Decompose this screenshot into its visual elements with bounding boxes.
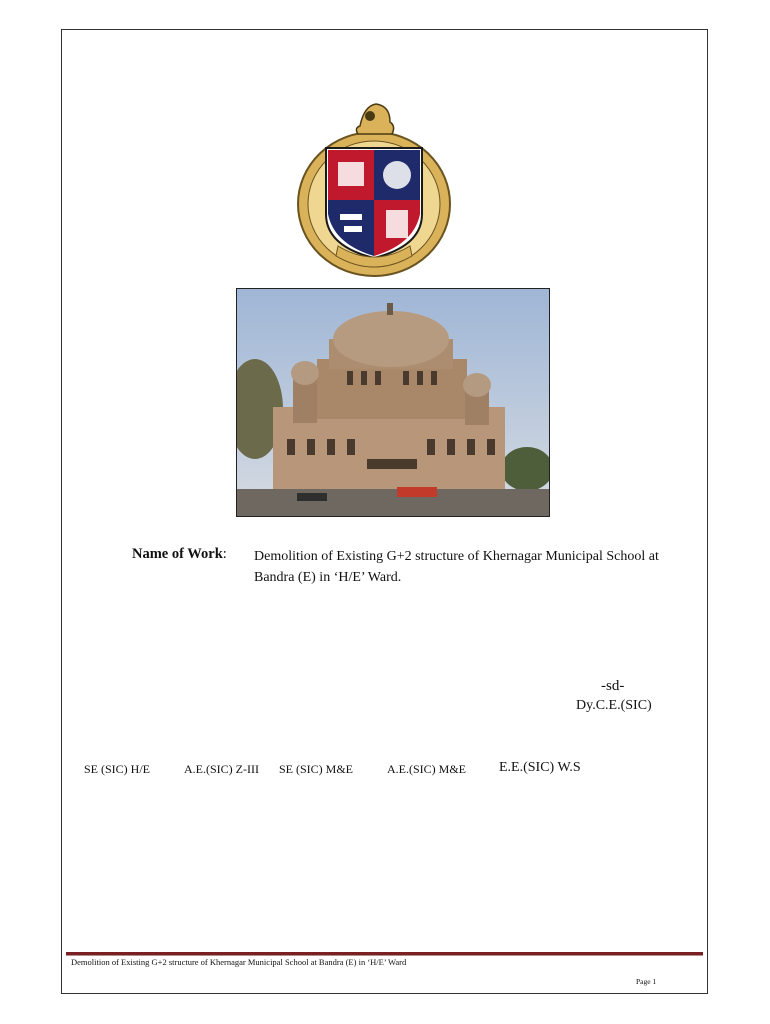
signatory-ae-me: A.E.(SIC) M&E [387,762,466,776]
name-of-work-label: Name of Work: [132,546,227,562]
footer-title: Demolition of Existing G+2 structure of Khernagar Municipal School at Bandra (E) in ‘H/E’ Ward [71,957,407,967]
footer-rule [66,952,703,956]
signatory-se-he: SE (SIC) H/E [84,762,150,776]
name-of-work-colon: : [222,546,227,562]
signatory-se-me: SE (SIC) M&E [279,762,354,776]
municipal-building-photo [236,288,550,517]
mcgm-crest-icon [292,96,456,280]
signatory-ae-z3: A.E.(SIC) Z-III [184,762,259,776]
approver-designation: Dy.C.E.(SIC) [576,698,652,713]
page-number: Page 1 [636,977,657,986]
signed-mark: -sd- [601,678,625,694]
name-of-work-text: Demolition of Existing G+2 structure of Khernagar Municipal School at Bandra (E) in ‘H/E’ Ward. [254,549,659,585]
signatory-ee-ws: E.E.(SIC) W.S [499,760,581,775]
